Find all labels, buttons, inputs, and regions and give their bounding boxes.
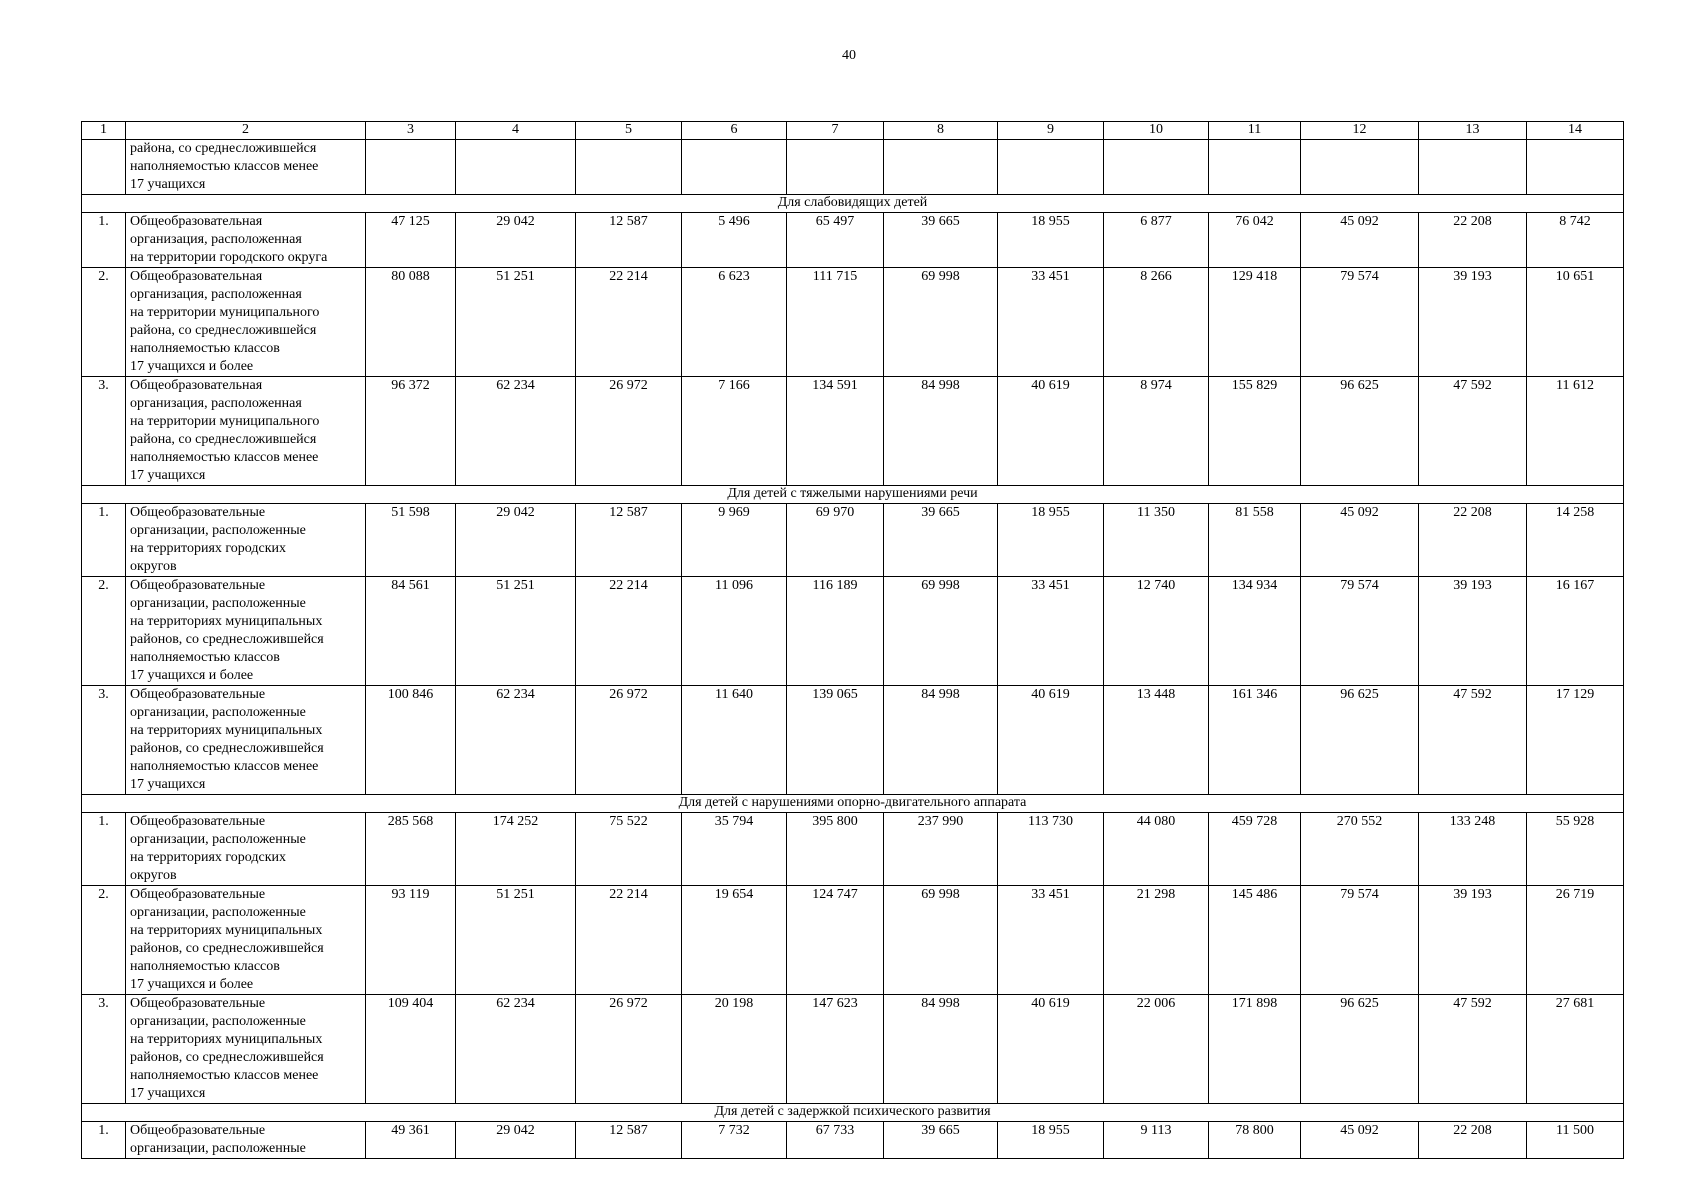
row-number: 2. <box>82 268 126 377</box>
row-number: 3. <box>82 377 126 486</box>
value-cell <box>884 140 998 195</box>
table-row <box>82 213 1624 268</box>
value-cell: 18 955 <box>998 504 1104 577</box>
value-cell: 69 970 <box>787 504 884 577</box>
value-cell: 29 042 <box>456 1122 576 1159</box>
value-cell: 33 451 <box>998 577 1104 686</box>
column-number: 13 <box>1419 122 1527 140</box>
value-cell: 84 998 <box>884 377 998 486</box>
value-cell: 26 972 <box>576 995 682 1104</box>
row-number: 1. <box>82 1122 126 1159</box>
row-number: 2. <box>82 886 126 995</box>
value-cell: 18 955 <box>998 213 1104 268</box>
value-cell: 29 042 <box>456 213 576 268</box>
table-row <box>82 886 1624 995</box>
value-cell: 67 733 <box>787 1122 884 1159</box>
value-cell: 22 214 <box>576 577 682 686</box>
value-cell: 12 587 <box>576 1122 682 1159</box>
table-row <box>82 577 1624 686</box>
value-cell: 39 193 <box>1419 886 1527 995</box>
table-row <box>82 686 1624 795</box>
column-number: 12 <box>1301 122 1419 140</box>
column-number: 8 <box>884 122 998 140</box>
value-cell: 8 742 <box>1527 213 1624 268</box>
value-cell: 26 719 <box>1527 886 1624 995</box>
row-number: 1. <box>82 813 126 886</box>
row-description: Общеобразовательные организации, расположенные на территориях муниципальных районов, со среднесложившейся наполняемостью классов менее 17 учащихся <box>126 995 366 1104</box>
table-row <box>82 377 1624 486</box>
value-cell: 84 561 <box>366 577 456 686</box>
column-number: 5 <box>576 122 682 140</box>
value-cell: 12 587 <box>576 504 682 577</box>
value-cell: 51 598 <box>366 504 456 577</box>
section-row <box>82 195 1624 213</box>
value-cell: 55 928 <box>1527 813 1624 886</box>
value-cell: 47 592 <box>1419 377 1527 486</box>
value-cell: 79 574 <box>1301 268 1419 377</box>
value-cell: 161 346 <box>1209 686 1301 795</box>
column-number: 4 <box>456 122 576 140</box>
column-number: 3 <box>366 122 456 140</box>
value-cell: 96 625 <box>1301 686 1419 795</box>
value-cell: 134 591 <box>787 377 884 486</box>
value-cell: 171 898 <box>1209 995 1301 1104</box>
value-cell: 69 998 <box>884 577 998 686</box>
value-cell: 9 113 <box>1104 1122 1209 1159</box>
value-cell: 29 042 <box>456 504 576 577</box>
value-cell: 237 990 <box>884 813 998 886</box>
value-cell: 8 974 <box>1104 377 1209 486</box>
value-cell: 49 361 <box>366 1122 456 1159</box>
value-cell: 22 214 <box>576 268 682 377</box>
value-cell: 22 208 <box>1419 1122 1527 1159</box>
section-title: Для слабовидящих детей <box>82 195 1624 213</box>
column-number: 6 <box>682 122 787 140</box>
value-cell: 26 972 <box>576 686 682 795</box>
section-row <box>82 1104 1624 1122</box>
value-cell: 40 619 <box>998 686 1104 795</box>
row-number: 3. <box>82 686 126 795</box>
value-cell: 47 125 <box>366 213 456 268</box>
value-cell: 9 969 <box>682 504 787 577</box>
table-row <box>82 813 1624 886</box>
value-cell: 45 092 <box>1301 1122 1419 1159</box>
row-number <box>82 140 126 195</box>
column-number: 7 <box>787 122 884 140</box>
row-description: Общеобразовательные организации, расположенные на территориях городских округов <box>126 813 366 886</box>
value-cell: 22 208 <box>1419 504 1527 577</box>
value-cell: 11 350 <box>1104 504 1209 577</box>
value-cell: 100 846 <box>366 686 456 795</box>
value-cell: 20 198 <box>682 995 787 1104</box>
value-cell: 96 625 <box>1301 995 1419 1104</box>
value-cell <box>1209 140 1301 195</box>
value-cell: 11 612 <box>1527 377 1624 486</box>
value-cell: 7 732 <box>682 1122 787 1159</box>
value-cell: 33 451 <box>998 886 1104 995</box>
row-description: Общеобразовательные организации, расположенные на территориях городских округов <box>126 504 366 577</box>
section-title: Для детей с тяжелыми нарушениями речи <box>82 486 1624 504</box>
row-number: 1. <box>82 504 126 577</box>
value-cell: 155 829 <box>1209 377 1301 486</box>
value-cell: 44 080 <box>1104 813 1209 886</box>
value-cell <box>576 140 682 195</box>
value-cell: 62 234 <box>456 686 576 795</box>
value-cell: 11 096 <box>682 577 787 686</box>
value-cell: 22 214 <box>576 886 682 995</box>
value-cell: 19 654 <box>682 886 787 995</box>
value-cell: 80 088 <box>366 268 456 377</box>
value-cell: 75 522 <box>576 813 682 886</box>
value-cell: 81 558 <box>1209 504 1301 577</box>
value-cell: 13 448 <box>1104 686 1209 795</box>
table-row <box>82 1122 1624 1159</box>
value-cell: 133 248 <box>1419 813 1527 886</box>
value-cell: 96 625 <box>1301 377 1419 486</box>
value-cell: 33 451 <box>998 268 1104 377</box>
value-cell: 69 998 <box>884 886 998 995</box>
value-cell: 51 251 <box>456 886 576 995</box>
row-description: Общеобразовательные организации, расположенные на территориях муниципальных районов, со среднесложившейся наполняемостью классов менее 17 учащихся <box>126 686 366 795</box>
value-cell: 134 934 <box>1209 577 1301 686</box>
column-number: 10 <box>1104 122 1209 140</box>
value-cell: 8 266 <box>1104 268 1209 377</box>
value-cell: 93 119 <box>366 886 456 995</box>
value-cell: 76 042 <box>1209 213 1301 268</box>
row-description: района, со среднесложившейся наполняемостью классов менее 17 учащихся <box>126 140 366 195</box>
table-row <box>82 504 1624 577</box>
value-cell: 139 065 <box>787 686 884 795</box>
column-number: 9 <box>998 122 1104 140</box>
value-cell: 109 404 <box>366 995 456 1104</box>
value-cell: 5 496 <box>682 213 787 268</box>
value-cell: 174 252 <box>456 813 576 886</box>
value-cell: 84 998 <box>884 995 998 1104</box>
value-cell <box>366 140 456 195</box>
value-cell: 79 574 <box>1301 886 1419 995</box>
value-cell: 285 568 <box>366 813 456 886</box>
value-cell <box>787 140 884 195</box>
value-cell: 62 234 <box>456 377 576 486</box>
value-cell: 111 715 <box>787 268 884 377</box>
value-cell: 129 418 <box>1209 268 1301 377</box>
column-number: 1 <box>82 122 126 140</box>
value-cell: 51 251 <box>456 268 576 377</box>
section-title: Для детей с задержкой психического развития <box>82 1104 1624 1122</box>
value-cell: 124 747 <box>787 886 884 995</box>
value-cell: 11 500 <box>1527 1122 1624 1159</box>
value-cell: 45 092 <box>1301 504 1419 577</box>
column-number: 11 <box>1209 122 1301 140</box>
value-cell: 22 208 <box>1419 213 1527 268</box>
value-cell: 18 955 <box>998 1122 1104 1159</box>
row-description: Общеобразовательные организации, расположенные <box>126 1122 366 1159</box>
value-cell <box>1301 140 1419 195</box>
row-description: Общеобразовательная организация, расположенная на территории муниципального района, со среднесложившейся наполняемостью классов менее 17 учащихся <box>126 377 366 486</box>
table-body <box>82 122 1624 1159</box>
value-cell: 6 877 <box>1104 213 1209 268</box>
section-row <box>82 795 1624 813</box>
value-cell <box>1419 140 1527 195</box>
value-cell <box>1104 140 1209 195</box>
value-cell: 459 728 <box>1209 813 1301 886</box>
row-number: 2. <box>82 577 126 686</box>
value-cell: 16 167 <box>1527 577 1624 686</box>
value-cell: 47 592 <box>1419 686 1527 795</box>
value-cell: 39 665 <box>884 213 998 268</box>
value-cell: 39 193 <box>1419 268 1527 377</box>
value-cell: 51 251 <box>456 577 576 686</box>
value-cell: 270 552 <box>1301 813 1419 886</box>
table-row <box>82 140 1624 195</box>
value-cell: 79 574 <box>1301 577 1419 686</box>
section-row <box>82 486 1624 504</box>
value-cell: 12 587 <box>576 213 682 268</box>
value-cell: 39 665 <box>884 1122 998 1159</box>
row-description: Общеобразовательная организация, расположенная на территории муниципального района, со среднесложившейся наполняемостью классов 17 учащихся и более <box>126 268 366 377</box>
section-title: Для детей с нарушениями опорно-двигательного аппарата <box>82 795 1624 813</box>
value-cell: 21 298 <box>1104 886 1209 995</box>
value-cell: 116 189 <box>787 577 884 686</box>
value-cell <box>1527 140 1624 195</box>
value-cell: 96 372 <box>366 377 456 486</box>
value-cell <box>456 140 576 195</box>
data-table <box>81 121 1624 1159</box>
value-cell: 40 619 <box>998 377 1104 486</box>
row-number: 3. <box>82 995 126 1104</box>
value-cell: 65 497 <box>787 213 884 268</box>
value-cell <box>682 140 787 195</box>
value-cell: 7 166 <box>682 377 787 486</box>
value-cell: 39 665 <box>884 504 998 577</box>
row-description: Общеобразовательные организации, расположенные на территориях муниципальных районов, со среднесложившейся наполняемостью классов 17 учащихся и более <box>126 886 366 995</box>
value-cell: 11 640 <box>682 686 787 795</box>
value-cell: 10 651 <box>1527 268 1624 377</box>
table-row <box>82 995 1624 1104</box>
value-cell <box>998 140 1104 195</box>
table-row <box>82 268 1624 377</box>
column-number-row <box>82 122 1624 140</box>
value-cell: 113 730 <box>998 813 1104 886</box>
value-cell: 84 998 <box>884 686 998 795</box>
value-cell: 40 619 <box>998 995 1104 1104</box>
value-cell: 69 998 <box>884 268 998 377</box>
value-cell: 6 623 <box>682 268 787 377</box>
value-cell: 395 800 <box>787 813 884 886</box>
value-cell: 78 800 <box>1209 1122 1301 1159</box>
value-cell: 39 193 <box>1419 577 1527 686</box>
value-cell: 22 006 <box>1104 995 1209 1104</box>
value-cell: 62 234 <box>456 995 576 1104</box>
value-cell: 35 794 <box>682 813 787 886</box>
column-number: 2 <box>126 122 366 140</box>
value-cell: 147 623 <box>787 995 884 1104</box>
row-number: 1. <box>82 213 126 268</box>
value-cell: 145 486 <box>1209 886 1301 995</box>
value-cell: 47 592 <box>1419 995 1527 1104</box>
value-cell: 45 092 <box>1301 213 1419 268</box>
page-number: 40 <box>842 48 856 63</box>
value-cell: 14 258 <box>1527 504 1624 577</box>
value-cell: 26 972 <box>576 377 682 486</box>
row-description: Общеобразовательная организация, расположенная на территории городского округа <box>126 213 366 268</box>
value-cell: 27 681 <box>1527 995 1624 1104</box>
value-cell: 12 740 <box>1104 577 1209 686</box>
column-number: 14 <box>1527 122 1624 140</box>
value-cell: 17 129 <box>1527 686 1624 795</box>
row-description: Общеобразовательные организации, расположенные на территориях муниципальных районов, со среднесложившейся наполняемостью классов 17 учащихся и более <box>126 577 366 686</box>
